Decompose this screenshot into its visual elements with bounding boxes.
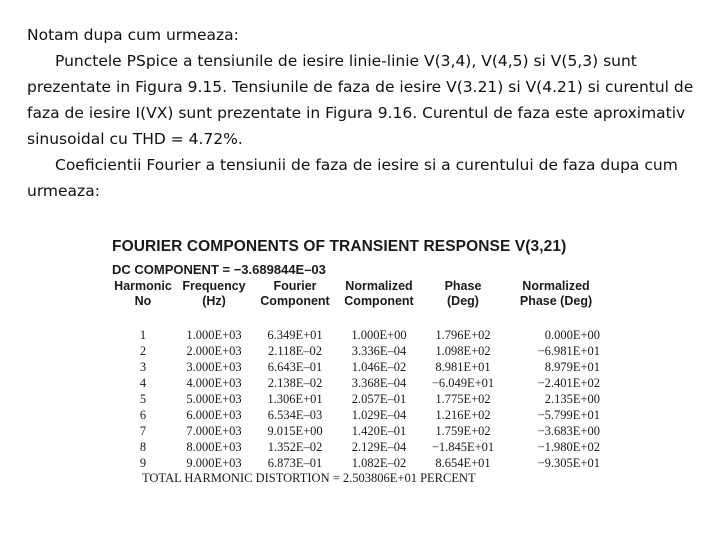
table-cell: 1: [139, 328, 147, 342]
table-cell: 2: [139, 344, 147, 358]
column-header-line: Component: [260, 294, 330, 308]
table-cell: 6.534E–03: [267, 408, 323, 422]
table-row: [112, 343, 608, 359]
table-cell: 8.979E+01: [544, 360, 600, 374]
table-cell: 1.775E+02: [435, 392, 491, 406]
fourier-table: [112, 279, 608, 471]
table-row: [112, 391, 608, 407]
table-cell: 2.129E–04: [351, 440, 407, 454]
table-cell: 2.057E–01: [351, 392, 407, 406]
table-cell: 8.654E+01: [435, 456, 491, 470]
body-text: [27, 22, 697, 204]
table-cell: 1.216E+02: [435, 408, 491, 422]
column-header: [174, 279, 254, 309]
table-cell: 4: [139, 376, 147, 390]
table-cell: 7.000E+03: [186, 424, 242, 438]
table-cell: 5.000E+03: [186, 392, 242, 406]
intro-line: Notam dupa cum urmeaza:: [27, 26, 239, 44]
table-row: [112, 375, 608, 391]
column-header-line: Frequency: [182, 279, 246, 293]
table-cell: −2.401E+02: [537, 376, 600, 390]
table-cell: −6.049E+01: [431, 376, 495, 390]
column-header-line: (Deg): [447, 294, 479, 308]
table-cell: −5.799E+01: [537, 408, 600, 422]
column-header-line: Phase: [444, 279, 482, 293]
column-header: [504, 279, 608, 309]
table-cell: 3: [139, 360, 147, 374]
table-cell: 6.349E+01: [267, 328, 323, 342]
table-cell: 1.796E+02: [435, 328, 491, 342]
table-cell: 3.000E+03: [186, 360, 242, 374]
table-cell: 1.352E–02: [267, 440, 323, 454]
table-cell: 0.000E+00: [544, 328, 600, 342]
column-header-line: Normalized: [522, 279, 590, 293]
table-cell: 8: [139, 440, 147, 454]
fourier-title: FOURIER COMPONENTS OF TRANSIENT RESPONSE V(3,21): [112, 238, 567, 255]
column-header-line: Harmonic: [114, 279, 172, 293]
table-row: [112, 309, 608, 343]
column-header: [254, 279, 336, 309]
table-cell: 1.098E+02: [435, 344, 491, 358]
table-cell: 1.000E+00: [351, 328, 407, 342]
table-cell: 2.138E–02: [267, 376, 323, 390]
table-cell: −1.980E+02: [537, 440, 600, 454]
table-cell: 8.000E+03: [186, 440, 242, 454]
table-cell: −3.683E+00: [537, 424, 600, 438]
column-header-line: Normalized: [345, 279, 413, 293]
table-cell: 8.981E+01: [435, 360, 491, 374]
column-header-line: Fourier: [273, 279, 317, 293]
column-header-line: (Hz): [202, 294, 226, 308]
table-cell: 9.000E+03: [186, 456, 242, 470]
column-header: [422, 279, 504, 309]
table-cell: −1.845E+01: [431, 440, 495, 454]
table-cell: −9.305E+01: [537, 456, 600, 470]
table-cell: 1.759E+02: [435, 424, 491, 438]
table-cell: 1.420E–01: [351, 424, 407, 438]
fourier-figure: [112, 238, 612, 485]
column-header-line: No: [134, 294, 152, 308]
table-row: [112, 455, 608, 471]
table-cell: 6.000E+03: [186, 408, 242, 422]
column-header: [336, 279, 422, 309]
table-cell: 6.873E–01: [267, 456, 323, 470]
table-row: [112, 407, 608, 423]
table-cell: 6.643E–01: [267, 360, 323, 374]
paragraph-pspice: Punctele PSpice a tensiunile de iesire linie-linie V(3,4), V(4,5) si V(5,3) sunt prezentate in Figura 9.15. Tensiunile de faza de iesire V(3.21) si V(4.21) si curentul de faza de iesire I(VX) sunt prezentate in Figura 9.16. Curentul de faza este aproximativ sinusoidal cu THD = 4.72%.: [27, 52, 694, 148]
table-row: [112, 359, 608, 375]
paragraph-fourier: Coeficientii Fourier a tensiunii de faza de iesire si a curentului de faza dupa cum urmeaza:: [27, 156, 678, 200]
table-cell: 6: [139, 408, 147, 422]
table-cell: 9.015E+00: [267, 424, 323, 438]
table-cell: 1.046E–02: [351, 360, 407, 374]
column-header-line: Component: [344, 294, 414, 308]
table-cell: 4.000E+03: [186, 376, 242, 390]
table-cell: 1.306E+01: [267, 392, 323, 406]
table-cell: 5: [139, 392, 147, 406]
column-header-line: Phase (Deg): [519, 294, 593, 308]
table-cell: 1.082E–02: [351, 456, 407, 470]
fourier-table-body: [112, 309, 608, 471]
total-harmonic-distortion: TOTAL HARMONIC DISTORTION = 2.503806E+01 PERCENT: [142, 471, 476, 485]
dc-component: DC COMPONENT = −3.689844E–03: [112, 262, 326, 277]
table-cell: 2.118E–02: [267, 344, 323, 358]
table-cell: 9: [139, 456, 147, 470]
table-row: [112, 423, 608, 439]
table-cell: 1.029E–04: [351, 408, 407, 422]
table-cell: 2.135E+00: [544, 392, 600, 406]
table-cell: −6.981E+01: [537, 344, 600, 358]
table-cell: 3.368E–04: [351, 376, 407, 390]
table-cell: 7: [139, 424, 147, 438]
table-cell: 3.336E–04: [351, 344, 407, 358]
column-header: [112, 279, 174, 309]
table-row: [112, 439, 608, 455]
table-cell: 2.000E+03: [186, 344, 242, 358]
table-cell: 1.000E+03: [186, 328, 242, 342]
fourier-header-row: [112, 279, 608, 309]
